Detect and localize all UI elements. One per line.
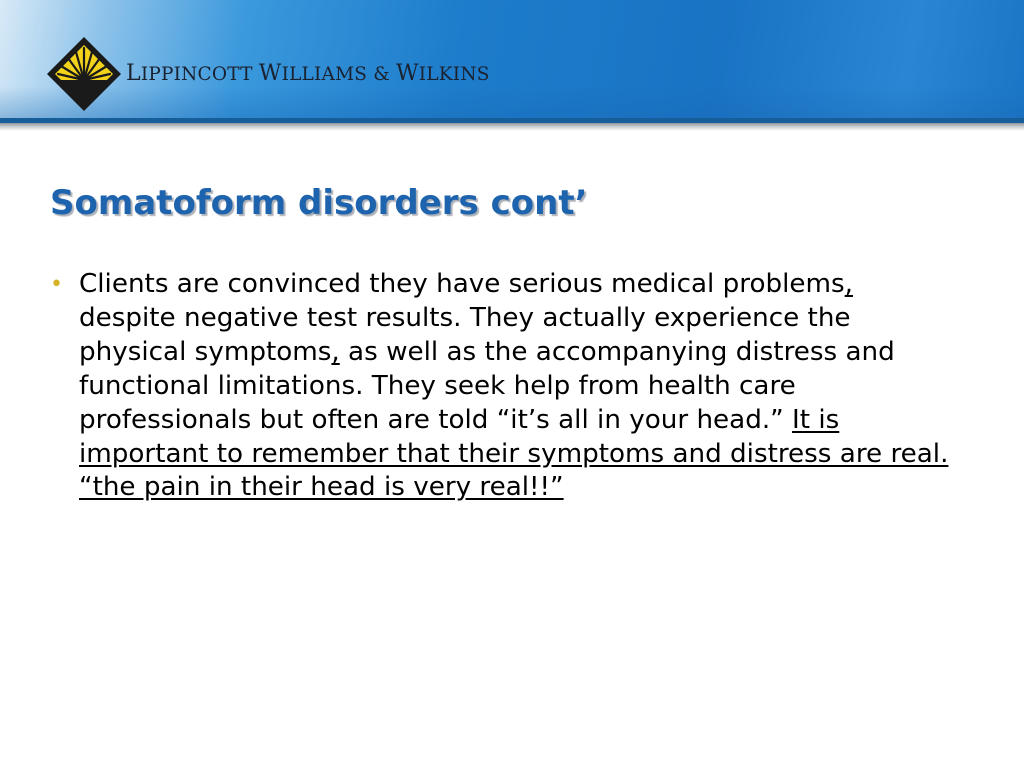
bullet-item: [50, 268, 950, 505]
bullet-emphasis: It is important to remember that their symptoms and distress are real. “the pain in their head is very real!!”: [79, 404, 949, 503]
header-divider-shadow: [0, 123, 1024, 131]
bullet-text-part3: as well as the accompanying distress and functional limitations. They seek help from health care professionals but often are told “it’s all in your head.”: [79, 336, 895, 435]
publisher-name: LIPPINCOTT WILLIAMS & WILKINS: [126, 61, 490, 86]
bullet-list: [50, 268, 950, 505]
header-shade: [0, 86, 1024, 118]
sunburst-diamond-icon: [46, 36, 122, 112]
bullet-text-part2: despite negative test results. They actually experience the physical symptoms: [79, 302, 851, 367]
slide-title: Somatoform disorders cont’: [50, 183, 588, 223]
bullet-text-part1: Clients are convinced they have serious medical problems: [79, 269, 845, 299]
bullet-marker: •: [50, 272, 63, 297]
bullet-comma-2: ,: [331, 336, 340, 367]
bullet-comma-1: ,: [844, 269, 853, 299]
